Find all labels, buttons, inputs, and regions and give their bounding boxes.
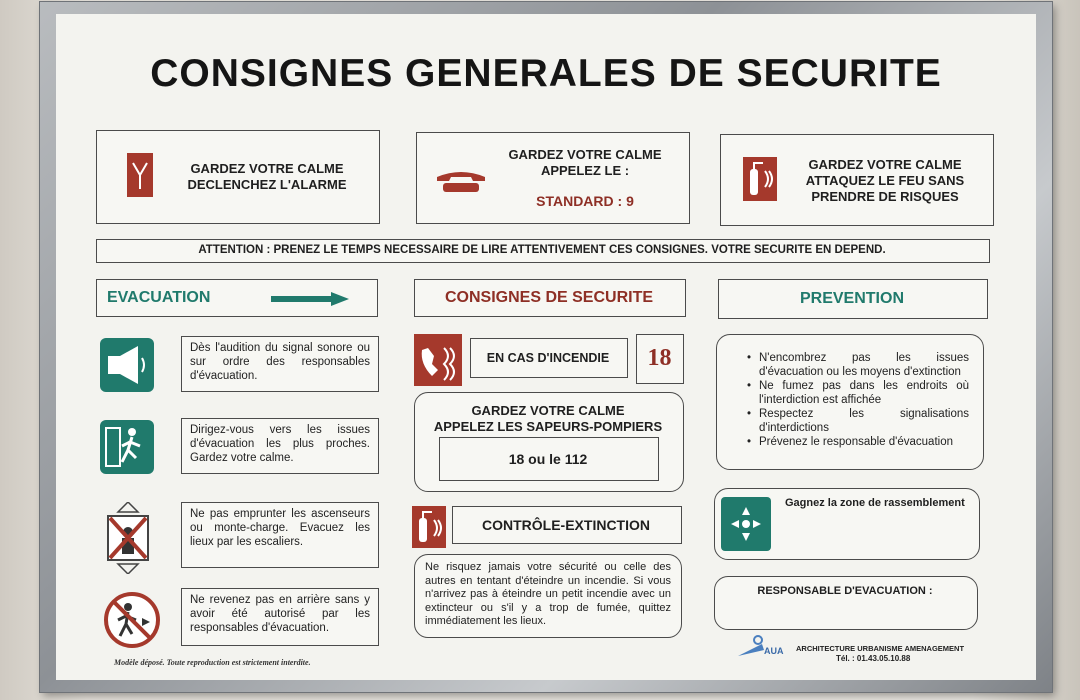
evacuation-item-3 bbox=[181, 502, 379, 568]
pompiers-line2: APPELEZ LES SAPEURS-POMPIERS bbox=[433, 419, 663, 434]
fire-line2: ATTAQUEZ LE FEU SANS bbox=[805, 173, 965, 188]
safety-notice-board bbox=[56, 14, 1036, 680]
aua-logo-text: AUA bbox=[764, 646, 784, 656]
emergency-numbers-box bbox=[439, 437, 659, 481]
prevention-list-box bbox=[716, 334, 984, 470]
no-return-icon bbox=[102, 590, 162, 650]
alarm-line2: DECLENCHEZ L'ALARME bbox=[187, 177, 347, 192]
exit-running-icon bbox=[100, 420, 154, 474]
page-title: CONSIGNES GENERALES DE SECURITE bbox=[150, 52, 942, 95]
standard-number: STANDARD : 9 bbox=[536, 193, 634, 209]
number-18: 18 bbox=[647, 345, 672, 371]
prevention-item-4: • Prévenez le responsable d'évacuation bbox=[759, 435, 969, 449]
company-tel: Tél. : 01.43.05.10.88 bbox=[836, 654, 911, 663]
prevention-header bbox=[718, 279, 988, 319]
incendie-box bbox=[470, 338, 628, 378]
fire-line3: PRENDRE DE RISQUES bbox=[811, 189, 959, 204]
evacuation-text-3: Ne pas emprunter les ascenseurs ou monte-charge. Evacuez les lieux par les escaliers. bbox=[190, 508, 370, 548]
emergency-numbers: 18 ou le 112 bbox=[508, 451, 588, 467]
rassemblement-text: Gagnez la zone de rassemblement bbox=[785, 497, 965, 509]
no-elevator-icon bbox=[104, 502, 152, 574]
responsable-box bbox=[714, 576, 978, 630]
call-line1: GARDEZ VOTRE CALME bbox=[508, 147, 662, 162]
alarm-line1: GARDEZ VOTRE CALME bbox=[190, 161, 344, 176]
evacuation-text-1: Dès l'audition du signal sonore ou sur ordre des responsables d'évacuation. bbox=[190, 342, 370, 382]
controle-text: CONTRÔLE-EXTINCTION bbox=[482, 517, 650, 533]
prevention-title: PREVENTION bbox=[799, 290, 904, 307]
consignes-header bbox=[414, 279, 686, 317]
evacuation-item-1 bbox=[181, 336, 379, 392]
rassemblement-box bbox=[714, 488, 980, 560]
call-line2: APPELEZ LE : bbox=[540, 163, 630, 178]
company-name: ARCHITECTURE URBANISME AMENAGEMENT bbox=[796, 644, 965, 653]
evacuation-item-4 bbox=[181, 588, 379, 646]
prevention-item-2: • Ne fumez pas dans les endroits où l'interdiction est affichée bbox=[759, 379, 969, 407]
alarm-pull-icon bbox=[127, 153, 153, 197]
controle-box bbox=[452, 506, 682, 544]
alarm-box bbox=[96, 130, 380, 224]
extinguisher-icon bbox=[743, 157, 777, 201]
incendie-text: EN CAS D'INCENDIE bbox=[486, 351, 610, 365]
pompiers-line1: GARDEZ VOTRE CALME bbox=[471, 403, 625, 418]
copyright-note: Modèle déposé. Toute reproduction est strictement interdite. bbox=[114, 658, 311, 667]
pompiers-box bbox=[414, 392, 684, 492]
fire-line1: GARDEZ VOTRE CALME bbox=[808, 157, 962, 172]
call-box bbox=[416, 132, 690, 224]
prevention-item-1: • N'encombrez pas les issues d'évacuation ou les moyens d'extinction bbox=[759, 351, 969, 379]
prevention-item-3: • Respectez les signalisations d'interdictions bbox=[759, 407, 969, 435]
warning-text: Ne risquez jamais votre sécurité ou celle des autres en tentant d'éteindre un incendie. Si vous n'arrivez pas à éteindre un petit incendie avec un extincteur ou s'il y a trop de fumée, quittez immédiatement les lieux. bbox=[425, 561, 671, 627]
evacuation-title: EVACUATION bbox=[107, 289, 211, 306]
fire-attack-box bbox=[720, 134, 994, 226]
assembly-point-icon bbox=[721, 497, 771, 551]
evacuation-item-2 bbox=[181, 418, 379, 474]
evacuation-text-2: Dirigez-vous vers les issues d'évacuation les plus proches. Gardez votre calme. bbox=[190, 424, 370, 464]
number-18-box bbox=[636, 334, 684, 384]
prevention-list bbox=[745, 351, 969, 449]
loudspeaker-icon bbox=[100, 338, 154, 392]
responsable-text: RESPONSABLE D'EVACUATION : bbox=[757, 585, 933, 597]
warning-box bbox=[414, 554, 682, 638]
arrow-right-icon bbox=[271, 292, 351, 306]
attention-text: ATTENTION : PRENEZ LE TEMPS NECESSAIRE DE LIRE ATTENTIVEMENT CES CONSIGNES. VOTRE SECURITE EN DEPEND. bbox=[198, 244, 886, 256]
attention-banner bbox=[96, 239, 990, 263]
extinguisher-small-icon bbox=[412, 506, 446, 548]
telephone-icon bbox=[433, 167, 489, 193]
consignes-title: CONSIGNES DE SECURITE bbox=[444, 289, 654, 306]
evacuation-text-4: Ne revenez pas en arrière sans y avoir été autorisé par les responsables d'évacuation. bbox=[190, 594, 370, 634]
evacuation-header bbox=[96, 279, 378, 317]
fire-telephone-icon bbox=[414, 334, 462, 386]
